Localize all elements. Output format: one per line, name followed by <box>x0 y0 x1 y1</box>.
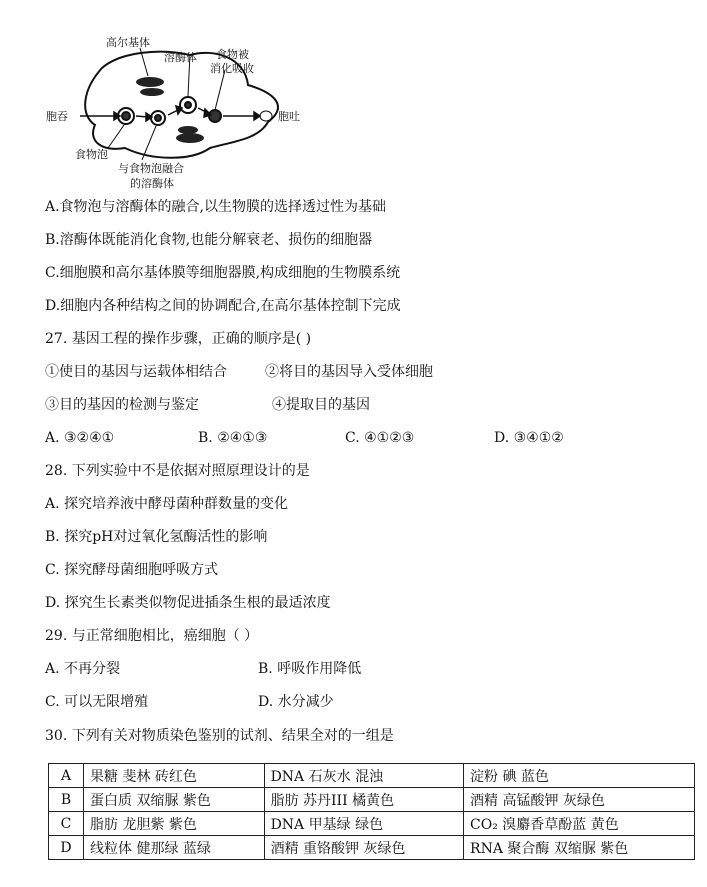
table-cell: 酒精 高锰酸钾 灰绿色 <box>464 788 695 812</box>
q27-step-3: ③目的基因的检测与鉴定 <box>45 397 199 413</box>
q27-step-4: ④提取目的基因 <box>272 397 370 413</box>
q27-option-b: B. ②④①③ <box>198 430 268 446</box>
table-cell: 脂肪 龙胆紫 紫色 <box>84 812 265 836</box>
q28-option-b: B. 探究pH对过氧化氢酶活性的影响 <box>45 529 268 545</box>
q29-option-a: A. 不再分裂 <box>45 661 121 677</box>
table-cell: 脂肪 苏丹III 橘黄色 <box>264 788 463 812</box>
table-row <box>49 788 695 812</box>
table-row <box>49 836 695 860</box>
table-cell: 淀粉 碘 蓝色 <box>464 764 695 788</box>
table-cell: 蛋白质 双缩脲 紫色 <box>84 788 265 812</box>
table-cell: DNA 石灰水 混浊 <box>264 764 463 788</box>
row-key: B <box>49 788 84 812</box>
table-cell: RNA 聚合酶 双缩脲 紫色 <box>464 836 695 860</box>
leader-lines <box>108 48 225 160</box>
q27-step-2: ②将目的基因导入受体细胞 <box>265 364 433 380</box>
table-cell: DNA 甲基绿 绿色 <box>264 812 463 836</box>
q28-option-a: A. 探究培养液中酵母菌种群数量的变化 <box>45 496 289 512</box>
label-lysosome: 溶酶体 <box>164 51 197 64</box>
table-cell: CO₂ 溴麝香草酚蓝 黄色 <box>464 812 695 836</box>
q26-option-d: D.细胞内各种结构之间的协调配合,在高尔基体控制下完成 <box>45 298 401 314</box>
q26-option-a: A.食物泡与溶酶体的融合,以生物膜的选择透过性为基础 <box>45 199 387 215</box>
label-phagocytosis: 胞吞 <box>46 110 68 123</box>
q28-option-c: C. 探究酵母菌细胞呼吸方式 <box>45 562 219 578</box>
q30-stem: 30. 下列有关对物质染色鉴别的试剂、结果全对的一组是 <box>45 728 394 744</box>
row-key: D <box>49 836 84 860</box>
table-row <box>49 764 695 788</box>
exocytosis-vesicle <box>260 111 272 121</box>
q29-option-b: B. 呼吸作用降低 <box>258 661 362 677</box>
q28-stem: 28. 下列实验中不是依据对照原理设计的是 <box>45 463 310 479</box>
label-golgi: 高尔基体 <box>106 36 150 49</box>
label-digested-2: 消化吸收 <box>210 62 254 75</box>
table-cell: 果糖 斐林 砖红色 <box>84 764 265 788</box>
row-key: C <box>49 812 84 836</box>
label-exocytosis: 胞吐 <box>278 110 300 123</box>
q26-option-c: C.细胞膜和高尔基体膜等细胞器膜,构成细胞的生物膜系统 <box>45 265 401 281</box>
label-food-vacuole: 食物泡 <box>75 148 108 161</box>
q30-table <box>48 763 695 860</box>
label-fused-2: 的溶酶体 <box>130 177 174 190</box>
q29-stem: 29. 与正常细胞相比，癌细胞（ ） <box>45 628 259 644</box>
table-row <box>49 812 695 836</box>
q27-option-d: D. ③④①② <box>494 430 564 446</box>
row-key: A <box>49 764 84 788</box>
arrows <box>80 106 260 121</box>
label-fused-1: 与食物泡融合 <box>118 162 184 175</box>
q27-stem: 27. 基因工程的操作步骤，正确的顺序是( ) <box>45 331 312 347</box>
q27-step-1: ①使目的基因与运载体相结合 <box>45 364 227 380</box>
q28-option-d: D. 探究生长素类似物促进插条生根的最适浓度 <box>45 595 331 611</box>
table-cell: 线粒体 健那绿 蓝绿 <box>84 836 265 860</box>
cell-digestion-diagram <box>40 30 320 195</box>
label-digested-1: 食物被 <box>216 48 249 61</box>
q27-option-c: C. ④①②③ <box>345 430 415 446</box>
q29-option-c: C. 可以无限增殖 <box>45 694 149 710</box>
q27-option-a: A. ③②④① <box>45 430 115 446</box>
table-cell: 酒精 重铬酸钾 灰绿色 <box>264 836 463 860</box>
q29-option-d: D. 水分减少 <box>258 694 334 710</box>
q26-option-b: B.溶酶体既能消化食物,也能分解衰老、损伤的细胞器 <box>45 232 373 248</box>
